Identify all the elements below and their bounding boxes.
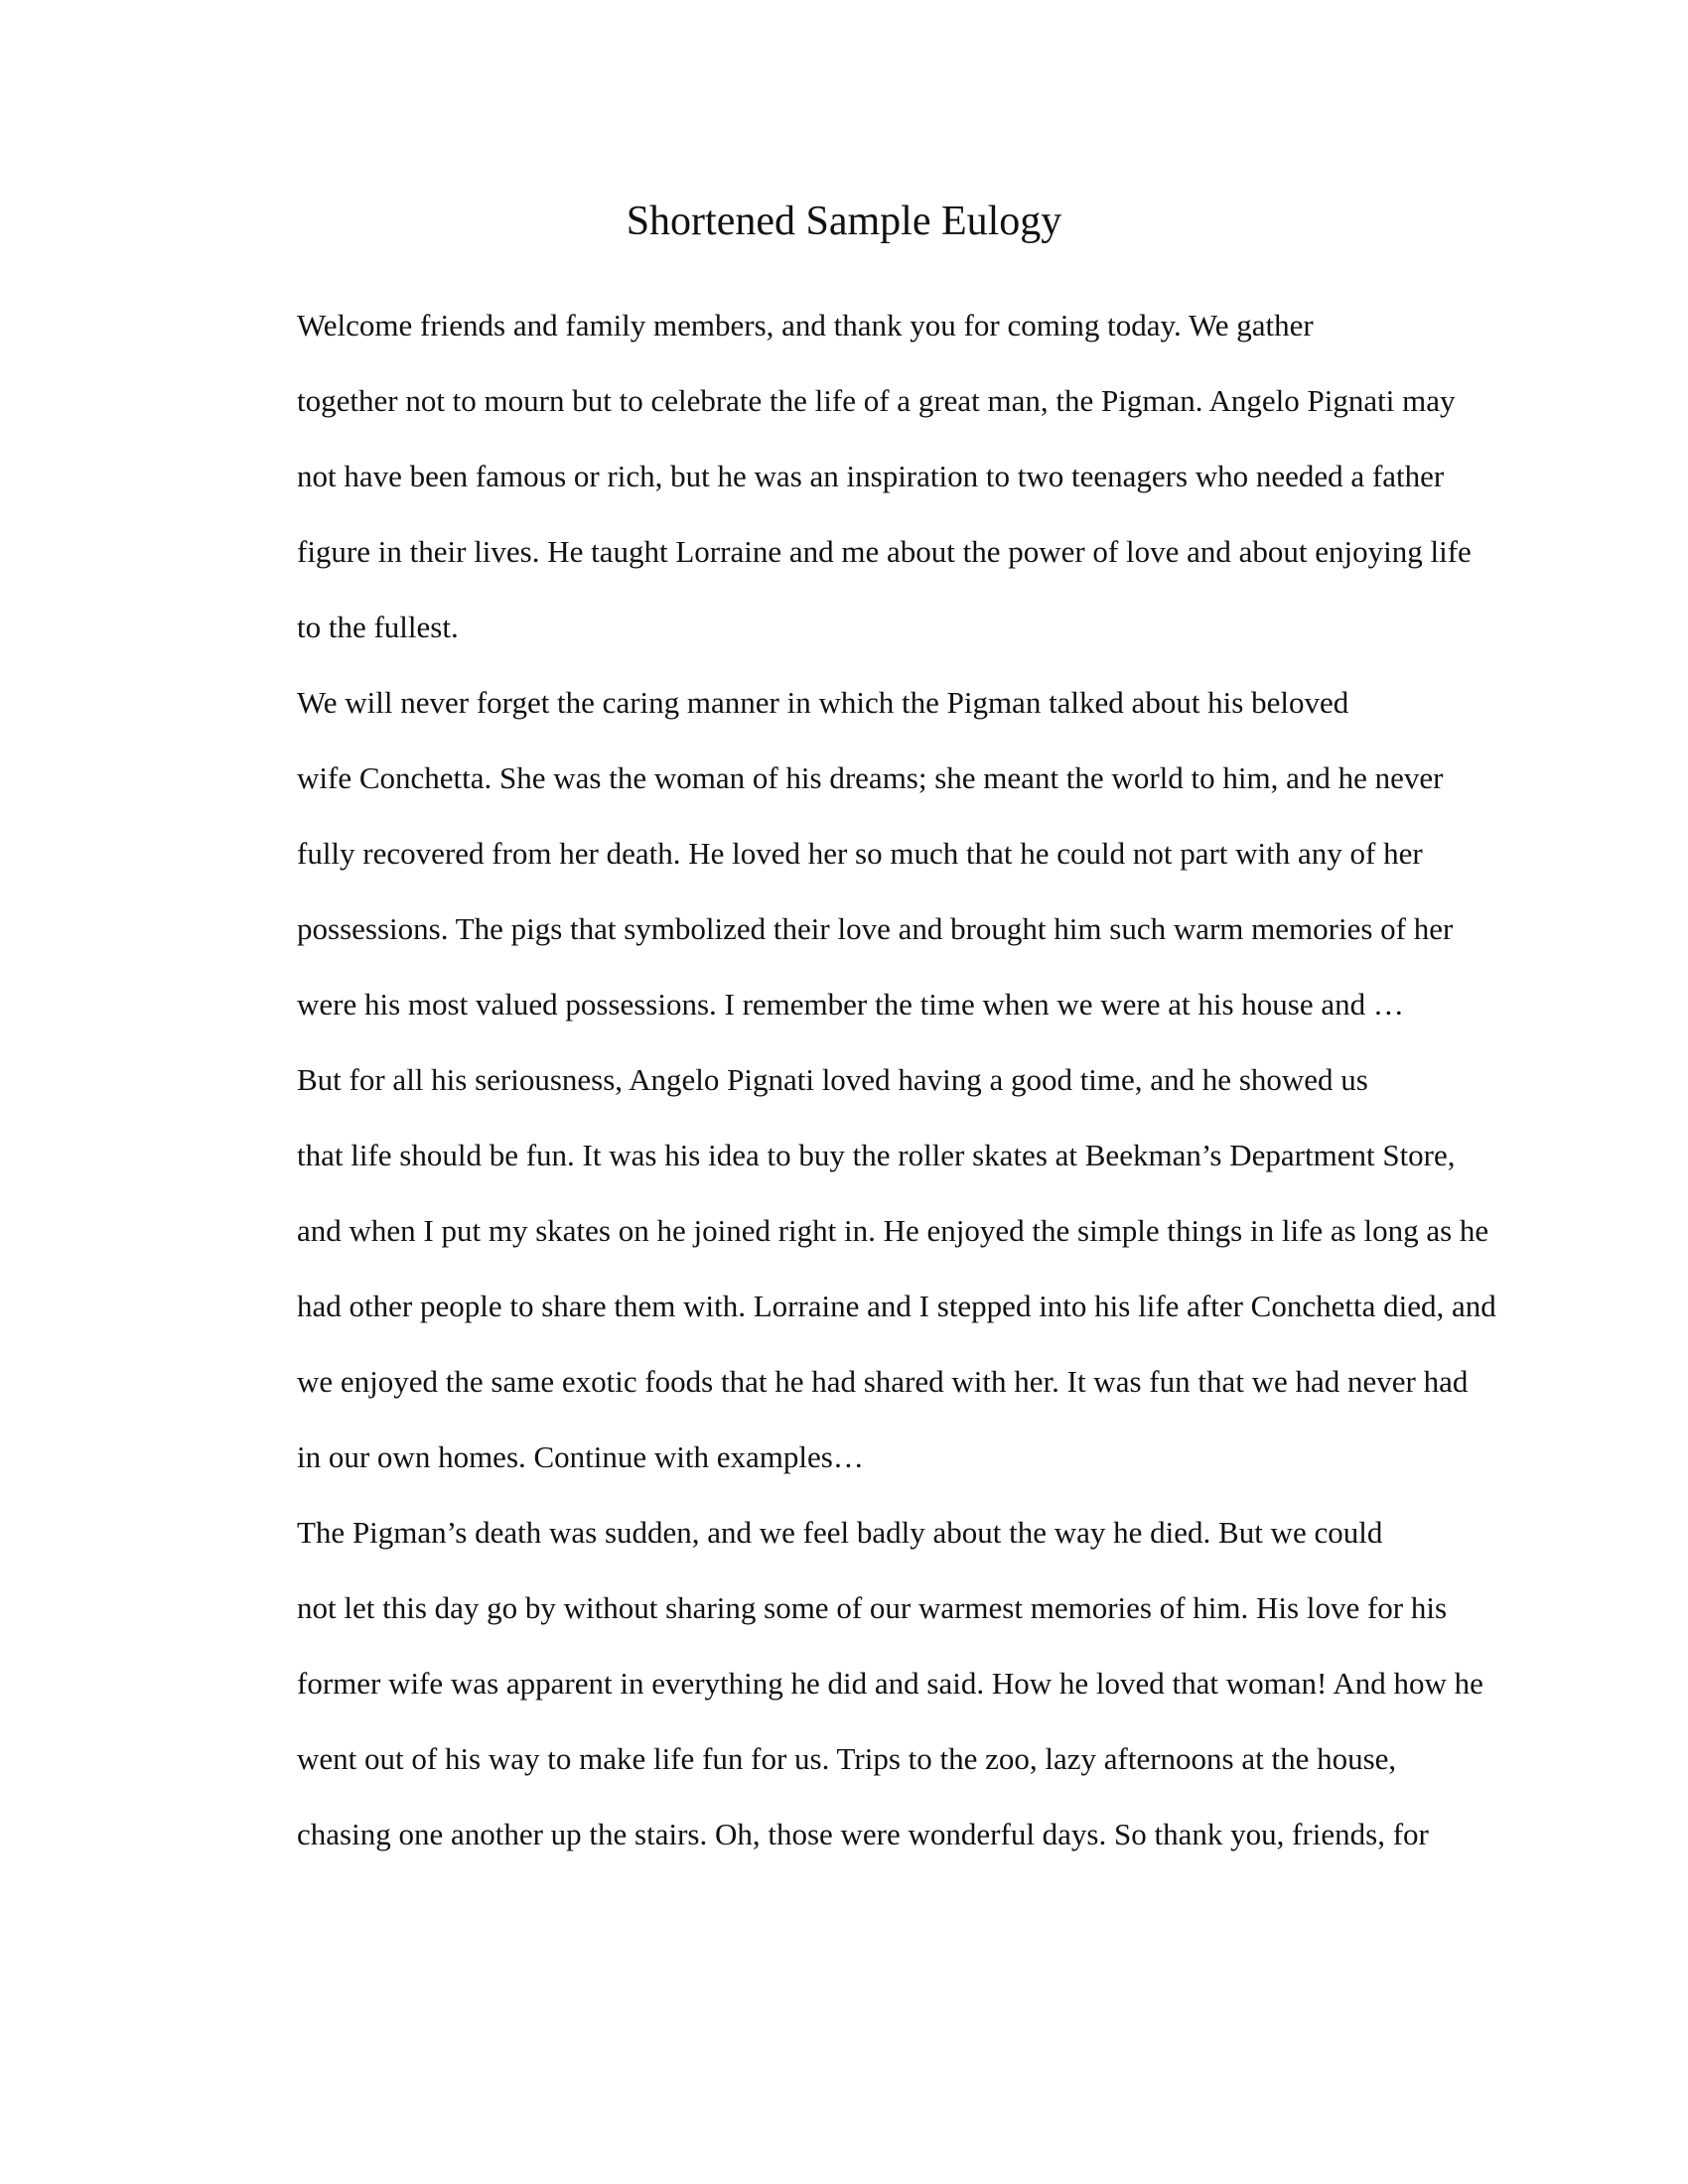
paragraph-line: not let this day go by without sharing some of our warmest memories of him. His love for his <box>297 1590 1448 1625</box>
document-body <box>198 288 1496 1872</box>
paragraph-line: possessions. The pigs that symbolized their love and brought him such warm memories of her <box>297 911 1454 946</box>
paragraph-line: former wife was apparent in everything he did and said. How he loved that woman! And how he <box>297 1666 1483 1701</box>
paragraph-line: that life should be fun. It was his idea to buy the roller skates at Beekman’s Department Store, <box>297 1138 1456 1172</box>
paragraph-line: together not to mourn but to celebrate the life of a great man, the Pigman. Angelo Pignati may <box>297 383 1456 418</box>
paragraph-line: The Pigman’s death was sudden, and we feel badly about the way he died. But we could <box>297 1515 1383 1550</box>
paragraph-line: Welcome friends and family members, and thank you for coming today. We gather <box>297 308 1314 342</box>
paragraph-line: we enjoyed the same exotic foods that he had shared with her. It was fun that we had never had <box>297 1364 1469 1399</box>
paragraph-line: figure in their lives. He taught Lorraine and me about the power of love and about enjoying life <box>297 534 1472 569</box>
paragraph-welcome <box>198 288 1490 665</box>
paragraph-line: We will never forget the caring manner in which the Pigman talked about his beloved <box>297 685 1349 720</box>
paragraph-conchetta <box>198 665 1490 1042</box>
paragraph-line: to the fullest. <box>297 610 459 644</box>
paragraph-line: were his most valued possessions. I remember the time when we were at his house and … <box>297 987 1404 1022</box>
paragraph-line: went out of his way to make life fun for us. Trips to the zoo, lazy afternoons at the house, <box>297 1741 1397 1776</box>
paragraph-line: But for all his seriousness, Angelo Pignati loved having a good time, and he showed us <box>297 1062 1368 1097</box>
paragraph-line: in our own homes. Continue with examples… <box>297 1439 864 1474</box>
paragraph-line: had other people to share them with. Lorraine and I stepped into his life after Conchetta died, and <box>297 1289 1496 1323</box>
paragraph-line: chasing one another up the stairs. Oh, those were wonderful days. So thank you, friends, for <box>297 1817 1429 1851</box>
paragraph-death <box>198 1495 1490 1872</box>
paragraph-line: not have been famous or rich, but he was an inspiration to two teenagers who needed a father <box>297 459 1445 493</box>
paragraph-good-time <box>198 1042 1496 1495</box>
document-title: Shortened Sample Eulogy <box>626 199 1062 244</box>
paragraph-line: wife Conchetta. She was the woman of his dreams; she meant the world to him, and he never <box>297 760 1444 795</box>
paragraph-line: fully recovered from her death. He loved her so much that he could not part with any of her <box>297 836 1423 871</box>
paragraph-line: and when I put my skates on he joined right in. He enjoyed the simple things in life as long as he <box>297 1213 1489 1248</box>
